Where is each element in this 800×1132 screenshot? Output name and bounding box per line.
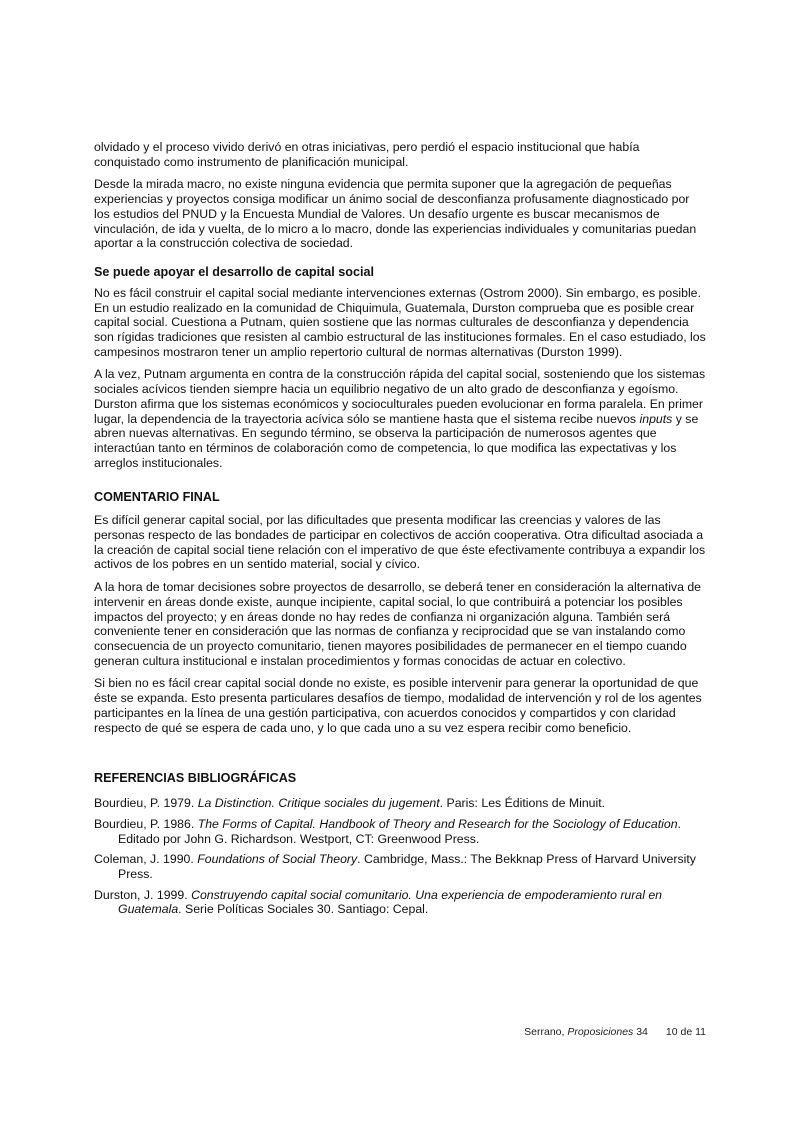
page-number: 10 de 11 xyxy=(665,1026,706,1038)
reference-title: La Distinction. Critique sociales du jugement xyxy=(197,796,440,811)
paragraph-final-3: Si bien no es fácil crear capital social donde no existe, es posible intervenir para generar la oportunidad de que éste se expanda. Esto presenta particulares desafíos de tiempo, modalidad de intervención y rol de los agentes participantes en la línea de una gestión participativa, con acuerdos conocidos y compartidos y con claridad respecto de qué se espera de cada uno, y lo que cada uno a su vez espera recibir como beneficio. xyxy=(94,676,702,735)
references-heading: REFERENCIAS BIBLIOGRÁFICAS xyxy=(94,771,297,786)
text-run: A la vez, Putnam argumenta en contra de la construcción rápida del capital social, sosteniendo que los sistemas sociales acívicos tienden siempre hacia un equilibrio negativo de un alto grado de desconfianza y egoísmo. Durston afirma que los sistemas económicos y socioculturales pueden evolucionar en forma paralela. En primer lugar, la dependencia de la trayectoria acívica sólo se mantiene hasta que el sistema recibe nuevos xyxy=(94,367,706,426)
footer-issue: 34 xyxy=(633,1026,648,1038)
paragraph-apoyar-2 xyxy=(94,367,708,470)
section-heading-apoyar: Se puede apoyar el desarrollo de capital social xyxy=(94,264,374,279)
section-heading-final: COMENTARIO FINAL xyxy=(94,490,220,505)
italic-term: inputs xyxy=(639,411,673,426)
reference-title: The Forms of Capital. Handbook of Theory and Research for the Sociology of Education xyxy=(197,816,678,831)
text-run: y se abren nuevas alternativas. En segundo término, se observa la participación de numerosos agentes que interactúan tanto en términos de colaboración como de competencia, lo que modifica las expectativas y los arreglos institucionales. xyxy=(94,411,699,470)
footer-journal: Proposiciones xyxy=(567,1026,634,1038)
reference-author: Coleman, J. 1990. xyxy=(94,852,198,867)
document-body xyxy=(94,140,708,923)
paragraph-final-2: A la hora de tomar decisiones sobre proyectos de desarrollo, se deberá tener en consideración la alternativa de intervenir en áreas donde existe, aunque incipiente, capital social, lo que contribuirá a potenciar los posibles impactos del proyecto; y en áreas donde no hay redes de confianza ni organización alguna. También será conveniente tener en consideración que las normas de confianza y reciprocidad que se van instalando como consecuencia de un proyecto comunitario, tienen mayores posibilidades de permanecer en el tiempo cuando generan cultura institucional e instalan procedimientos y formas conocidas de actuar en colectivo. xyxy=(94,580,702,668)
paragraph-final-1: Es difícil generar capital social, por las dificultades que presenta modificar las creencias y valores de las personas respecto de las bondades de participar en colectivos de acción cooperativa. Otra dificultad asociada a la creación de capital social tiene relación con el imperativo de que éste efectivamente contribuya a expandir los activos de los pobres en un sentido material, social y cívico. xyxy=(94,513,706,572)
reference-title: Foundations of Social Theory xyxy=(197,852,358,867)
reference-title: Construyendo capital social comunitario. Una experiencia de empoderamiento rural en Guatemala xyxy=(118,887,663,917)
reference-rest: . Editado por John G. Richardson. Westport, CT: Greenwood Press. xyxy=(118,816,681,846)
paragraph-intro-1: olvidado y el proceso vivido derivó en otras iniciativas, pero perdió el espacio institucional que había conquistado como instrumento de planificación municipal. xyxy=(94,140,640,169)
footer-author: Serrano, xyxy=(524,1026,568,1038)
paragraph-intro-2: Desde la mirada macro, no existe ninguna evidencia que permita suponer que la agregación de pequeñas experiencias y proyectos consiga modificar un ánimo social de desconfianza profusamente diagnosticado por los estudios del PNUD y la Encuesta Mundial de Valores. Un desafío urgente es buscar mecanismos de vinculación, de ida y vuelta, de lo micro a lo macro, donde las experiencias individuales y comunitarias puedan aportar a la construcción colectiva de sociedad. xyxy=(94,177,697,251)
reference-item xyxy=(94,817,708,846)
reference-author: Durston, J. 1999. xyxy=(94,887,192,902)
reference-author: Bourdieu, P. 1979. xyxy=(94,796,198,811)
paragraph-apoyar-1: No es fácil construir el capital social mediante intervenciones externas (Ostrom 2000). Sin embargo, es posible. En un estudio realizado en la comunidad de Chiquimula, Guatemala, Durston comprueba que es posible crear capital social. Cuestiona a Putnam, quien sostiene que las normas culturales de desconfianza y dependencia son rígidas tradiciones que resisten al cambio estructural de las instituciones formales. En el caso estudiado, los campesinos mostraron tener un amplio repertorio cultural de normas alternativas (Durston 1999). xyxy=(94,285,706,359)
reference-rest: . Serie Políticas Sociales 30. Santiago: Cepal. xyxy=(178,902,429,917)
reference-rest: . Paris: Les Éditions de Minuit. xyxy=(439,796,606,811)
reference-author: Bourdieu, P. 1986. xyxy=(94,816,198,831)
reference-item xyxy=(94,796,708,811)
page-footer xyxy=(524,1026,706,1038)
reference-item xyxy=(94,852,708,881)
reference-rest: . Cambridge, Mass.: The Bekknap Press of Harvard University Press. xyxy=(118,852,696,882)
reference-item xyxy=(94,888,708,917)
